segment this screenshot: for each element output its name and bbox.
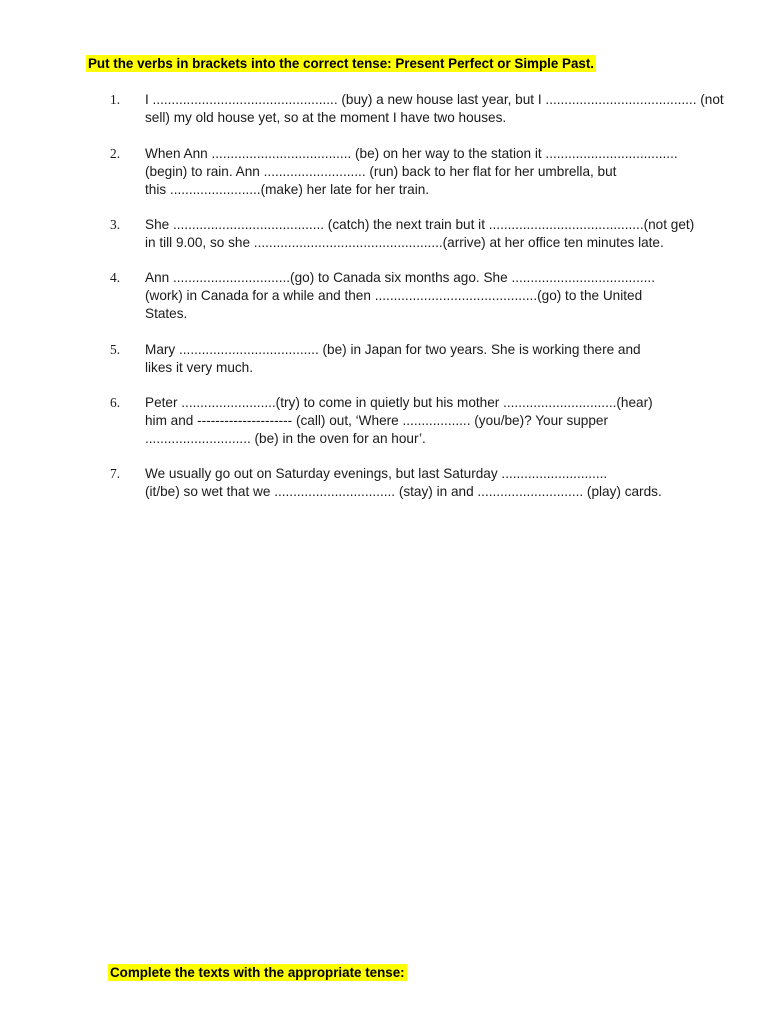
exercise-number: 4. <box>110 270 121 285</box>
exercise-text-line: Ann ...............................(go) to Canada six months ago. She ...................................... <box>145 270 655 285</box>
exercise-text-line: (work) in Canada for a while and then ...........................................(go) to the United <box>145 288 643 303</box>
exercise-text-line: sell) my old house yet, so at the moment I have two houses. <box>145 110 507 125</box>
exercise-text-line: She ........................................ (catch) the next train but it .........................................(not get) <box>145 217 695 232</box>
exercise-text-line: ............................ (be) in the oven for an hour’. <box>145 431 426 446</box>
exercise-text-line: likes it very much. <box>145 360 254 375</box>
exercise-number: 3. <box>110 217 121 232</box>
exercise-text-line: Peter .........................(try) to come in quietly but his mother ..............................(hear) <box>145 395 653 410</box>
exercise-instructions-heading: Put the verbs in brackets into the correct tense: Present Perfect or Simple Past. <box>88 56 595 71</box>
exercise-text-line: (it/be) so wet that we ................................ (stay) in and ............................ (play) cards. <box>145 484 662 499</box>
exercise-number: 7. <box>110 466 121 481</box>
exercise-number: 1. <box>110 92 121 107</box>
exercise-text-line: Mary ..................................... (be) in Japan for two years. She is working there and <box>145 342 641 357</box>
exercise-number: 2. <box>110 146 121 161</box>
exercise-number: 6. <box>110 395 121 410</box>
exercise-text-line: States. <box>145 306 188 321</box>
exercise-text-line: We usually go out on Saturday evenings, but last Saturday ............................ <box>145 466 608 481</box>
exercise-number: 5. <box>110 342 121 357</box>
exercise-text-line: (begin) to rain. Ann ........................... (run) back to her flat for her umbrella, but <box>145 164 617 179</box>
section-heading-complete-texts: Complete the texts with the appropriate tense: <box>110 965 405 980</box>
exercise-text-line: I ................................................. (buy) a new house last year, but I ........................................ (not <box>145 92 724 107</box>
exercise-text-line: in till 9.00, so she ..................................................(arrive) at her office ten minutes late. <box>145 235 664 250</box>
exercise-text-line: him and --------------------- (call) out, ‘Where .................. (you/be)? Your supper <box>145 413 609 428</box>
exercise-text-line: When Ann ..................................... (be) on her way to the station it ................................... <box>145 146 678 161</box>
exercise-text-line: this ........................(make) her late for her train. <box>145 182 430 197</box>
